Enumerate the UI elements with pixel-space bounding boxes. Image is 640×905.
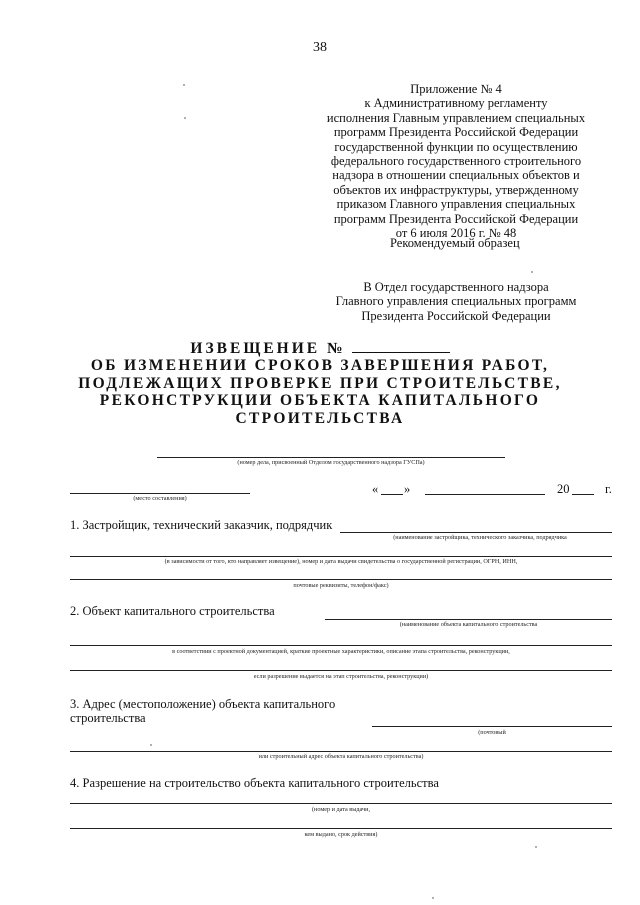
notice-number-field[interactable] xyxy=(352,340,450,353)
addressee-line: Президента Российской Федерации xyxy=(361,308,551,323)
date-open-quote: « xyxy=(372,482,379,496)
object-details-field[interactable] xyxy=(70,645,612,646)
title-line: РЕКОНСТРУКЦИИ ОБЪЕКТА КАПИТАЛЬНОГО xyxy=(99,392,541,410)
place-field[interactable] xyxy=(70,493,250,494)
scan-speck xyxy=(432,897,434,899)
scan-speck xyxy=(531,271,533,273)
appendix-line: приказом Главного управления специальных xyxy=(336,197,576,212)
section-developer-label: 1. Застройщик, технический заказчик, подрядчик xyxy=(70,518,333,532)
title-line: ПОДЛЕЖАЩИХ ПРОВЕРКЕ ПРИ СТРОИТЕЛЬСТВЕ, xyxy=(78,374,562,392)
permit-number-caption: (номер и дата выдачи, xyxy=(311,806,370,813)
appendix-line: исполнения Главным управлением специальных xyxy=(326,110,586,125)
developer-details-caption: (в зависимости от того, кто направляет извещение), номер и дата выдачи свидетельства о государственной регистрации, ОГРН, ИНН, xyxy=(164,558,518,565)
scan-speck xyxy=(184,117,186,119)
object-details-caption: в соответствии с проектной документацией, краткие проектные характеристики, описание этапа строительства, реконструкции, xyxy=(172,648,510,655)
address-postal-caption: (почтовый xyxy=(478,729,506,736)
object-stage-field[interactable] xyxy=(70,670,612,671)
address-building-caption: или строительный адрес объекта капитального строительства) xyxy=(258,753,424,760)
title-line: ОБ ИЗМЕНЕНИИ СРОКОВ ЗАВЕРШЕНИЯ РАБОТ, xyxy=(90,357,550,375)
recommended-sample: Рекомендуемый образец xyxy=(390,236,520,250)
scan-speck xyxy=(535,846,537,848)
appendix-line: надзора в отношении специальных объектов и xyxy=(332,168,580,183)
permit-issuer-caption: кем выдано, срок действия) xyxy=(304,831,378,838)
permit-number-field[interactable] xyxy=(70,803,612,804)
appendix-line: федерального государственного строительного xyxy=(330,154,582,169)
developer-name-caption: (наименование застройщика, технического заказчика, подрядчика xyxy=(393,534,567,541)
case-number-field[interactable] xyxy=(157,457,505,458)
place-caption: (место составления) xyxy=(133,495,187,502)
permit-issuer-field[interactable] xyxy=(70,828,612,829)
object-stage-caption: если разрешение выдается на этап строительства, реконструкции) xyxy=(253,673,429,680)
date-day-field[interactable] xyxy=(381,494,403,495)
case-number-caption: (номер дела, присвоенный Отделом государственного надзора ГУСПа) xyxy=(237,459,425,466)
object-name-caption: (наименование объекта капитального строительства xyxy=(399,621,538,628)
date-close-quote: » xyxy=(404,482,411,496)
address-postal-field[interactable] xyxy=(372,726,612,727)
scan-speck xyxy=(183,84,185,86)
object-name-field[interactable] xyxy=(325,619,612,620)
addressee-block xyxy=(300,280,612,323)
section-object-label: 2. Объект капитального строительства xyxy=(70,604,275,618)
title-line-notice xyxy=(60,340,580,357)
appendix-block xyxy=(300,82,612,240)
section-permit-label: 4. Разрешение на строительство объекта капитального строительства xyxy=(70,776,439,790)
scan-speck xyxy=(150,744,152,746)
date-year-suffix: г. xyxy=(605,482,612,496)
addressee-line: В Отдел государственного надзора xyxy=(363,280,549,294)
appendix-line: от 6 июля 2016 г. № 48 xyxy=(395,226,517,241)
developer-name-field[interactable] xyxy=(340,532,612,533)
appendix-line: к Административному регламенту xyxy=(364,96,548,111)
developer-contacts-field[interactable] xyxy=(70,579,612,580)
developer-details-field[interactable] xyxy=(70,556,612,557)
addressee-line: Главного управления специальных программ xyxy=(335,294,577,309)
appendix-line: объектов их инфраструктуры, утвержденному xyxy=(333,182,579,197)
developer-contacts-caption: почтовые реквизиты, телефон/факс) xyxy=(293,582,389,589)
address-building-field[interactable] xyxy=(70,751,612,752)
date-month-field[interactable] xyxy=(425,494,545,495)
page-number: 38 xyxy=(313,40,327,55)
section-address-label: 3. Адрес (местоположение) объекта капитального xyxy=(70,697,336,711)
appendix-line: программ Президента Российской Федерации xyxy=(333,125,579,140)
appendix-line: программ Президента Российской Федерации xyxy=(333,211,579,226)
document-title xyxy=(60,340,580,427)
appendix-line: государственной функции по осуществлению xyxy=(334,139,578,154)
section-address-label-cont: строительства xyxy=(70,711,146,725)
date-year-prefix: 20 xyxy=(557,482,570,496)
appendix-line: Приложение № 4 xyxy=(410,82,502,96)
title-notice-text: ИЗВЕЩЕНИЕ № xyxy=(190,340,346,357)
title-line: СТРОИТЕЛЬСТВА xyxy=(235,409,405,427)
date-year-field[interactable] xyxy=(572,494,594,495)
